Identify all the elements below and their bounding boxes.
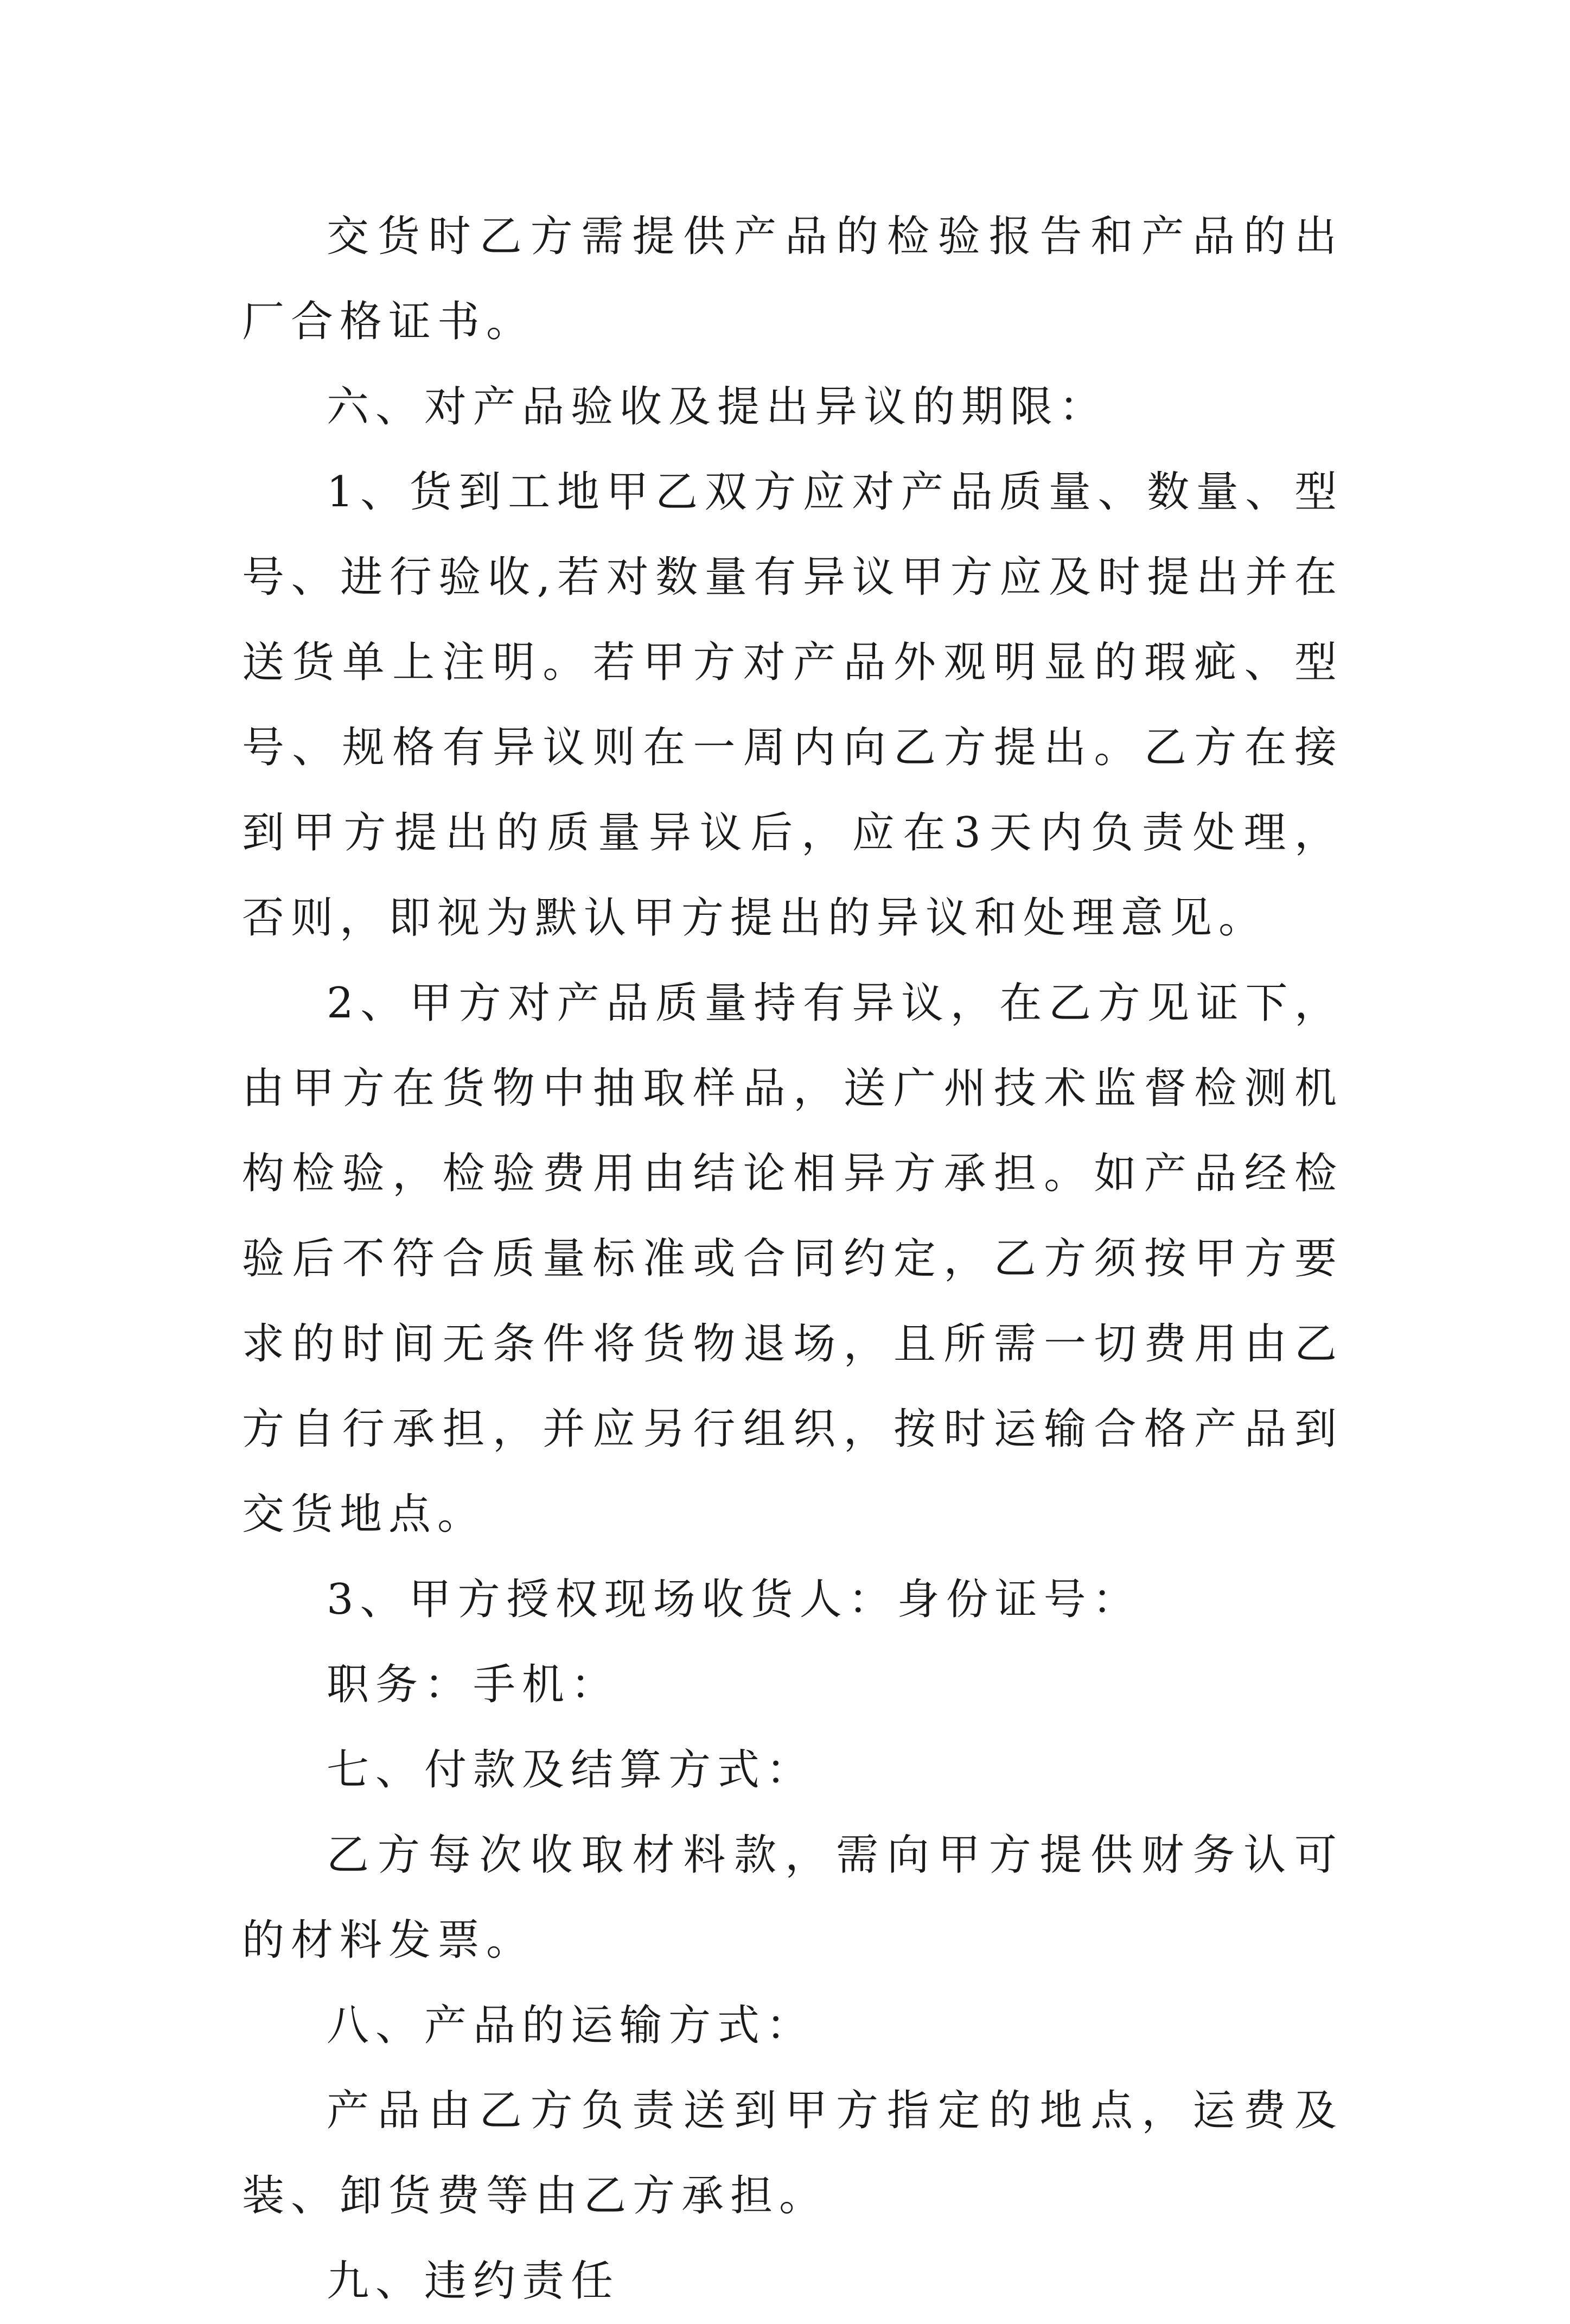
paragraph-inspection-clause-3: 3、甲方授权现场收货人：身份证号： bbox=[327, 1575, 1141, 1624]
paragraph-delivery-certificates: 交货时乙方需提供产品的检验报告和产品的出厂合格证书。 bbox=[242, 212, 1343, 346]
paragraph-transport: 产品由乙方负责送到甲方指定的地点，运费及装、卸货费等由乙方承担。 bbox=[242, 2086, 1343, 2220]
paragraph-payment: 乙方每次收取材料款，需向甲方提供财务认可的材料发票。 bbox=[242, 1831, 1343, 1965]
document-body bbox=[242, 194, 1343, 2324]
section-heading-liability: 九、违约责任 bbox=[327, 2257, 620, 2306]
section-heading-payment: 七、付款及结算方式： bbox=[327, 1746, 815, 1794]
paragraph-position-phone: 职务：手机： bbox=[327, 1660, 620, 1709]
paragraph-inspection-clause-1: 1、货到工地甲乙双方应对产品质量、数量、型号、进行验收,若对数量有异议甲方应及时提出并在送货单上注明。若甲方对产品外观明显的瑕疵、型号、规格有异议则在一周内向乙方提出。乙方在接到甲方提出的质量异议后，应在3天内负责处理，否则，即视为默认甲方提出的异议和处理意见。 bbox=[242, 468, 1343, 943]
section-heading-inspection: 六、对产品验收及提出异议的期限： bbox=[327, 383, 1108, 431]
section-heading-transport: 八、产品的运输方式： bbox=[327, 2001, 815, 2050]
paragraph-inspection-clause-2: 2、甲方对产品质量持有异议，在乙方见证下，由甲方在货物中抽取样品，送广州技术监督检测机构检验，检验费用由结论相异方承担。如产品经检验后不符合质量标准或合同约定，乙方须按甲方要求的时间无条件将货物退场，且所需一切费用由乙方自行承担，并应另行组织，按时运输合格产品到交货地点。 bbox=[242, 979, 1343, 1539]
